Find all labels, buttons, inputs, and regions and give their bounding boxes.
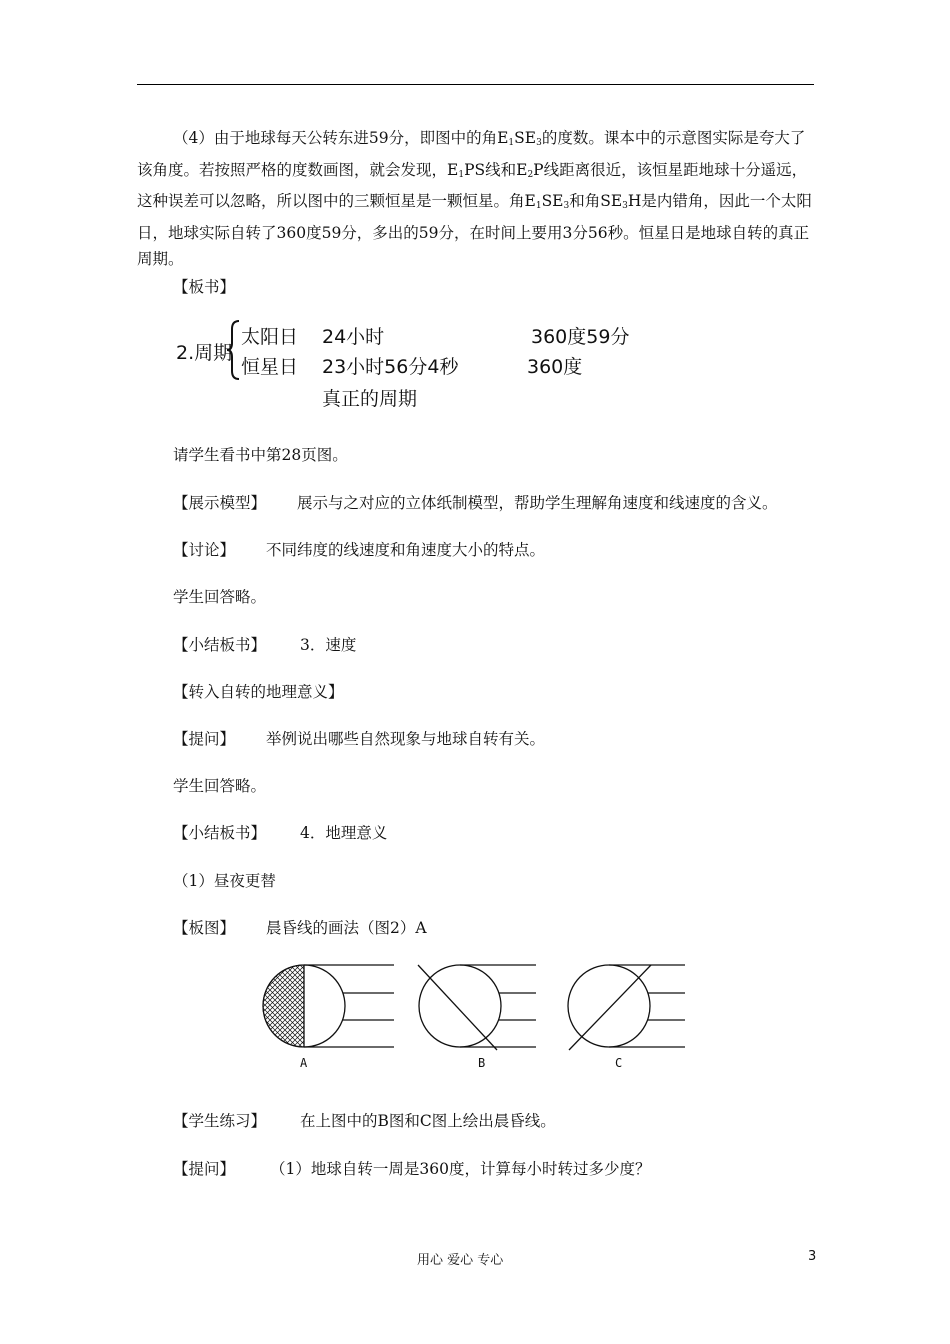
brace-icon [226,319,242,381]
discussion-tag: 【讨论】 [173,541,236,559]
section-tag: 【转入自转的地理意义】 [173,683,344,701]
question-tag: 【提问】 [173,1160,236,1178]
diagram-a [263,965,394,1047]
summary-tag: 【小结板书】 [173,636,267,654]
show-model-text: 展示与之对应的立体纸制模型，帮助学生理解角速度和线速度的含义。 [297,494,778,512]
page-number: 3 [808,1249,817,1264]
solar-day-label: 太阳日 [241,326,299,348]
diagram-c [568,965,685,1050]
solar-day-time: 24小时 [322,326,385,348]
board-figure-text: 晨昏线的画法（图2）A [266,919,427,937]
summary-text: 4．地理意义 [300,824,388,842]
diagram-a-label: A [300,1056,308,1070]
solar-day-angle: 360度59分 [531,326,630,348]
sidereal-day-angle: 360度 [527,356,583,378]
summary-text: 3．速度 [300,636,357,654]
sidereal-day-label: 恒星日 [241,356,299,378]
banshu-label: 【板书】 [173,278,236,296]
show-model-tag: 【展示模型】 [173,494,267,512]
paragraph-4: （4）由于地球每天公转东进59分，即图中的角$E_1SE_3$的度数。课本中的示意图实际是夸大了该角度。若按照严格的度数画图，就会发现，$E_1PS$线和$E_2P$线距离很近，该恒星距地球十分遥远，这种误差可以忽略，所以图中的三颗恒星是一颗恒星。角$E_1SE_3$和角$SE_3H$是内错角，因此一个太阳日，地球实际自转了360度59分，多出的59分，在时间上要用3分56秒。恒星日是地球自转的真正周期。 [137,129,812,268]
question-text: （1）地球自转一周是360度，计算每小时转过多少度？ [270,1160,651,1178]
terminator-figure [255,955,695,1057]
board-figure-tag: 【板图】 [173,919,236,937]
question-tag: 【提问】 [173,730,236,748]
diagram-b [418,965,536,1050]
sidereal-day-time: 23小时56分4秒 [322,356,459,378]
text-line: （1）昼夜更替 [173,872,276,890]
text-line: 请学生看书中第28页图。 [173,446,348,464]
text-line: 学生回答略。 [173,588,267,606]
question-text: 举例说出哪些自然现象与地球自转有关。 [266,730,546,748]
text-line: 学生回答略。 [173,777,267,795]
summary-tag: 【小结板书】 [173,824,267,842]
diagram-c-label: C [615,1056,623,1070]
diagram-b-label: B [478,1056,486,1070]
true-period-note: 真正的周期 [322,388,418,410]
discussion-text: 不同纬度的线速度和角速度大小的特点。 [266,541,546,559]
footer-motto: 用心 爱心 专心 [417,1253,504,1268]
header-rule [137,84,814,85]
practice-text: 在上图中的B图和C图上绘出晨昏线。 [300,1112,556,1130]
period-heading: 2.周期 [176,342,233,364]
practice-tag: 【学生练习】 [173,1112,267,1130]
